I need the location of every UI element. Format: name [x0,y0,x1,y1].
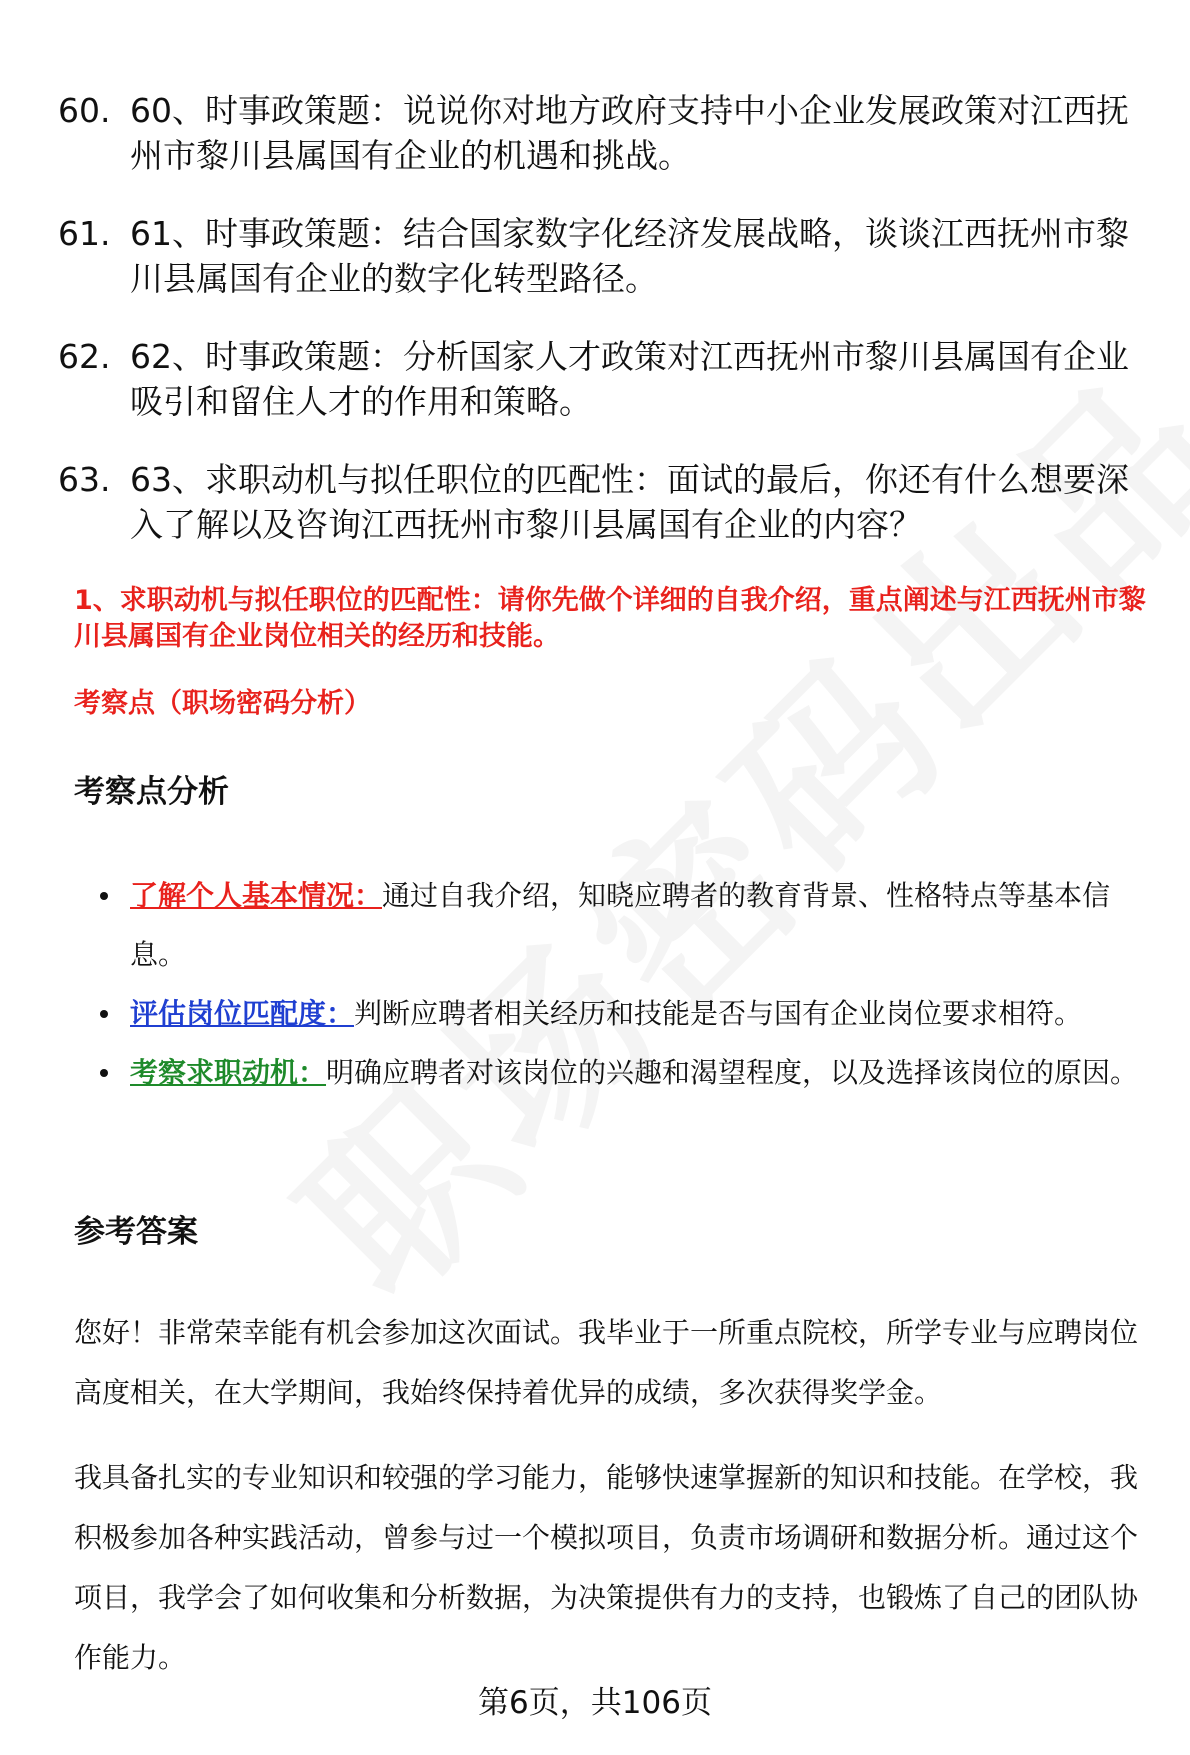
question-number: 62. [58,337,111,376]
bullet-dot-icon [100,892,108,900]
question-text: 60、时事政策题：说说你对地方政府支持中小企业发展政策对江西抚州市黎川县属国有企业的机遇和挑战。 [130,91,1129,175]
bullet-text: 明确应聘者对该岗位的兴趣和渴望程度，以及选择该岗位的原因。 [326,1056,1139,1089]
list-item [100,1043,1160,1102]
question-text: 62、时事政策题：分析国家人才政策对江西抚州市黎川县属国有企业吸引和留住人才的作用和策略。 [130,337,1129,421]
list-item [58,211,1158,301]
list-item [100,866,1160,984]
analysis-bullet-list [100,866,1160,1102]
bullet-text: 判断应聘者相关经历和技能是否与国有企业岗位要求相符。 [354,997,1083,1030]
question-number: 60. [58,91,111,130]
bullet-keyword: 评估岗位匹配度： [130,997,355,1030]
list-item [58,334,1158,424]
answer-paragraph: 您好！非常荣幸能有机会参加这次面试。我毕业于一所重点院校，所学专业与应聘岗位高度相关，在大学期间，我始终保持着优异的成绩，多次获得奖学金。 [74,1316,1139,1409]
bullet-dot-icon [100,1069,108,1077]
bullet-keyword: 考察求职动机： [130,1056,327,1089]
list-item [58,457,1158,547]
answer-heading: 参考答案 [74,1214,198,1250]
analysis-heading: 考察点分析 [74,774,229,810]
bullet-keyword: 了解个人基本情况： [130,879,383,912]
question-heading: 1、求职动机与拟任职位的匹配性：请你先做个详细的自我介绍，重点阐述与江西抚州市黎川县属国有企业岗位相关的经历和技能。 [74,585,1146,652]
page-footer: 第6页，共106页 [478,1685,712,1721]
question-list [58,88,1158,580]
question-number: 61. [58,214,111,253]
list-item [58,88,1158,178]
analysis-subheading: 考察点（职场密码分析） [74,688,371,719]
list-item [100,984,1160,1043]
question-number: 63. [58,460,111,499]
bullet-dot-icon [100,1010,108,1018]
question-text: 61、时事政策题：结合国家数字化经济发展战略，谈谈江西抚州市黎川县属国有企业的数字化转型路径。 [130,214,1129,298]
answer-paragraph: 我具备扎实的专业知识和较强的学习能力，能够快速掌握新的知识和技能。在学校，我积极参加各种实践活动，曾参与过一个模拟项目，负责市场调研和数据分析。通过这个项目，我学会了如何收集和分析数据，为决策提供有力的支持，也锻炼了自己的团队协作能力。 [74,1461,1139,1674]
bullet-text: 通过自我介绍，知晓应聘者的教育背景、性格特点等基本信息。 [130,879,1111,971]
question-text: 63、求职动机与拟任职位的匹配性：面试的最后，你还有什么想要深入了解以及咨询江西抚州市黎川县属国有企业的内容？ [130,460,1129,544]
